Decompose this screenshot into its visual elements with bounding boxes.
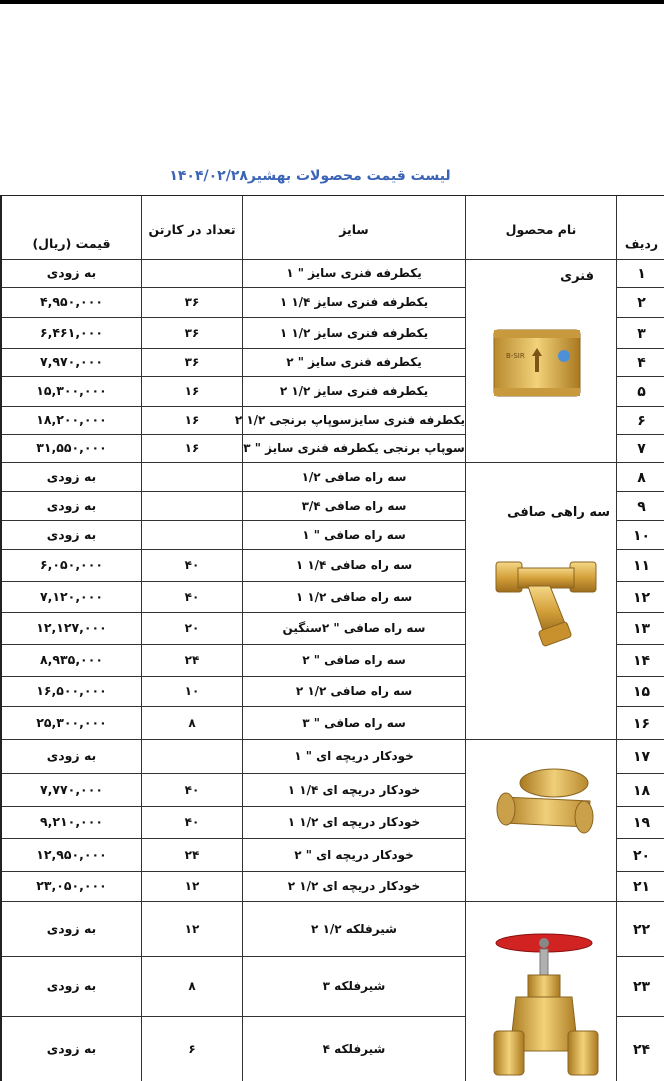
row-size: سه راه صافی ۱/۲: [301, 469, 407, 484]
row-size: سه راه صافی " ۳: [302, 715, 406, 730]
header-row: ردیف: [624, 236, 659, 251]
row-price: ۱۶,۵۰۰,۰۰۰: [36, 683, 107, 698]
row-line: [2, 581, 465, 582]
row-line-num: [616, 376, 664, 377]
row-line-num: [616, 706, 664, 707]
row-number: ۲۳: [632, 979, 651, 995]
row-line: [2, 956, 465, 957]
row-price: ۶,۴۶۱,۰۰۰: [40, 324, 103, 340]
row-price: ۱۸,۲۰۰,۰۰۰: [36, 412, 107, 427]
row-line: [2, 491, 465, 492]
swing-check-valve-image: [492, 761, 600, 843]
row-line: [2, 317, 465, 318]
row-line: [2, 838, 465, 839]
row-size: سه راه صافی ۱/۲ ۱: [295, 589, 413, 604]
row-number: ۲۱: [632, 879, 651, 895]
row-price: ۱۵,۳۰۰,۰۰۰: [36, 383, 107, 398]
row-line: [2, 806, 465, 807]
row-size: خودکار دریچه ای ۱/۲ ۱: [287, 815, 421, 829]
row-price: به زودی: [46, 978, 97, 993]
row-number: ۱: [637, 266, 646, 282]
row-line-num: [616, 348, 664, 349]
row-qty: ۱۲: [184, 921, 200, 936]
row-line-num: [616, 956, 664, 957]
row-qty: ۸: [188, 715, 196, 730]
row-line: [2, 287, 465, 288]
row-line-num: [616, 1016, 664, 1017]
row-number: ۵: [637, 384, 646, 400]
row-price: ۸,۹۳۵,۰۰۰: [40, 652, 103, 667]
row-line: [2, 871, 465, 872]
row-price: ۷,۷۷۰,۰۰۰: [40, 781, 103, 797]
row-number: ۱۱: [632, 558, 651, 574]
svg-text:B-SIR: B-SIR: [506, 352, 525, 360]
row-line-full: [2, 739, 664, 740]
row-line-full: [2, 901, 664, 902]
row-number: ۱۹: [632, 815, 651, 831]
row-size: سه راه صافی ۱/۲ ۲: [295, 684, 413, 698]
row-price: ۳۱,۵۵۰,۰۰۰: [36, 440, 107, 455]
row-line: [2, 644, 465, 645]
row-size: شیرفلکه ۱/۲ ۲: [311, 921, 397, 936]
row-size: خودکار دریچه ای " ۱: [294, 749, 414, 763]
row-qty: ۳۶: [184, 325, 200, 340]
row-size: سوپاپ برنجی یکطرفه فنری سایز " ۳: [243, 441, 465, 455]
row-size: شیرفلکه ۳: [322, 979, 386, 993]
row-size: خودکار دریچه ای ۱/۴ ۱: [287, 782, 421, 797]
row-number: ۱۳: [632, 621, 651, 637]
row-line-num: [616, 806, 664, 807]
row-line: [2, 520, 465, 521]
row-number: ۳: [637, 325, 646, 342]
row-number: ۴: [637, 355, 646, 371]
row-number: ۱۲: [632, 589, 651, 606]
row-price: ۱۲,۱۲۷,۰۰۰: [36, 620, 107, 635]
row-qty: ۴۰: [184, 558, 200, 572]
row-line: [2, 773, 465, 774]
row-size: یکطرفه فنری سایز ۱/۴ ۱: [279, 295, 429, 309]
row-line: [2, 612, 465, 613]
row-qty: ۴۰: [184, 815, 200, 829]
row-price: ۲۳,۰۵۰,۰۰۰: [36, 878, 107, 893]
row-number: ۲: [637, 295, 646, 311]
row-line-num: [616, 520, 664, 521]
row-number: ۲۰: [632, 847, 651, 864]
row-line-num: [616, 549, 664, 550]
row-price: ۲۵,۳۰۰,۰۰۰: [36, 714, 107, 730]
row-number: ۱۸: [632, 782, 651, 799]
row-line-num: [616, 612, 664, 613]
row-line-num: [616, 871, 664, 872]
row-price: ۷,۹۷۰,۰۰۰: [40, 354, 103, 369]
row-number: ۱۰: [632, 527, 651, 544]
row-size: سه راه صافی " ۲سنگین: [282, 621, 426, 635]
row-number: ۱۶: [632, 715, 651, 732]
row-price: ۹,۲۱۰,۰۰۰: [40, 814, 103, 829]
row-line-num: [616, 581, 664, 582]
row-size: یکطرفه فنری سایز " ۱: [286, 266, 422, 280]
row-price: ۶,۰۵۰,۰۰۰: [40, 557, 103, 572]
row-qty: ۶: [188, 1041, 196, 1056]
row-size: یکطرفه فنری سایز ۱/۲ ۲: [279, 384, 429, 398]
row-price: به زودی: [46, 265, 97, 280]
row-number: ۱۵: [632, 684, 651, 700]
row-qty: ۸: [188, 979, 196, 993]
row-size: یکطرفه فنری سایز " ۲: [286, 355, 422, 369]
row-line-full: [2, 259, 664, 260]
row-line: [2, 676, 465, 677]
row-price: به زودی: [46, 526, 97, 542]
row-line-num: [616, 287, 664, 288]
row-line: [2, 1016, 465, 1017]
row-price: به زودی: [46, 468, 97, 484]
row-number: ۱۴: [632, 653, 651, 669]
row-qty: ۳۶: [184, 295, 200, 309]
row-number: ۷: [637, 441, 646, 457]
row-number: ۱۷: [632, 749, 651, 765]
row-qty: ۱۲: [184, 879, 200, 893]
row-line-num: [616, 434, 664, 435]
row-line-full: [2, 462, 664, 463]
row-price: به زودی: [46, 748, 97, 763]
col-sep-size: [465, 196, 466, 1081]
row-line-num: [616, 644, 664, 645]
row-number: ۹: [637, 498, 646, 515]
row-size: سه راه صافی ۱/۴ ۱: [295, 558, 413, 572]
row-size: سه راه صافی " ۱: [302, 527, 406, 542]
row-price: ۷,۱۲۰,۰۰۰: [40, 588, 103, 604]
row-qty: ۳۶: [184, 355, 200, 369]
row-qty: ۴۰: [184, 589, 200, 604]
row-size: سه راه صافی " ۲: [302, 653, 406, 667]
row-price: به زودی: [46, 497, 97, 513]
row-size: خودکار دریچه ای ۱/۲ ۲: [287, 879, 421, 893]
row-line: [2, 406, 465, 407]
row-qty: ۱۶: [184, 413, 200, 427]
row-line-num: [616, 838, 664, 839]
row-line: [2, 348, 465, 349]
gate-valve-image: [488, 931, 602, 1081]
row-qty: ۱۶: [184, 441, 200, 455]
row-qty: ۱۶: [184, 384, 200, 398]
category-spring: فنری: [560, 269, 594, 284]
header-product: نام محصول: [505, 222, 577, 237]
row-qty: ۴۰: [184, 782, 200, 797]
row-number: ۲۲: [632, 921, 651, 938]
row-size: خودکار دریچه ای " ۲: [294, 847, 414, 862]
row-size: یکطرفه فنری سایز ۱/۲ ۱: [279, 325, 429, 340]
header-size: سایز: [339, 222, 369, 237]
row-line: [2, 549, 465, 550]
row-qty: ۲۴: [184, 653, 200, 667]
row-price: ۱۲,۹۵۰,۰۰۰: [36, 846, 107, 862]
row-line-num: [616, 317, 664, 318]
row-number: ۸: [637, 469, 646, 486]
row-line: [2, 706, 465, 707]
row-qty: ۲۰: [184, 621, 200, 635]
row-size: یکطرفه فنری سایزسوپاپ برنجی ۱/۲ ۲: [234, 413, 465, 427]
row-line: [2, 376, 465, 377]
row-qty: ۱۰: [184, 684, 200, 698]
row-line: [2, 434, 465, 435]
top-edge-bar: [0, 0, 664, 4]
row-qty: ۲۴: [184, 847, 200, 862]
row-price: به زودی: [46, 1040, 97, 1056]
row-line-num: [616, 491, 664, 492]
y-strainer-image: [490, 556, 602, 648]
row-number: ۶: [637, 413, 646, 429]
row-line-num: [616, 773, 664, 774]
header-price: قیمت (ریال): [32, 236, 111, 251]
row-price: به زودی: [46, 920, 97, 936]
price-list-title: لیست قیمت محصولات بهشیر۱۴۰۴/۰۲/۲۸: [169, 168, 451, 184]
row-size: شیرفلکه ۴: [322, 1041, 386, 1056]
row-size: سه راه صافی ۳/۴: [301, 498, 407, 513]
category-strainer: سه راهی صافی: [507, 505, 610, 520]
row-line-num: [616, 676, 664, 677]
price-table: [0, 195, 664, 1081]
header-per-carton: تعداد در کارتن: [148, 222, 236, 237]
row-price: ۴,۹۵۰,۰۰۰: [40, 294, 103, 309]
spring-check-valve-image: [492, 324, 582, 402]
row-number: ۲۴: [632, 1041, 651, 1058]
row-line-num: [616, 406, 664, 407]
